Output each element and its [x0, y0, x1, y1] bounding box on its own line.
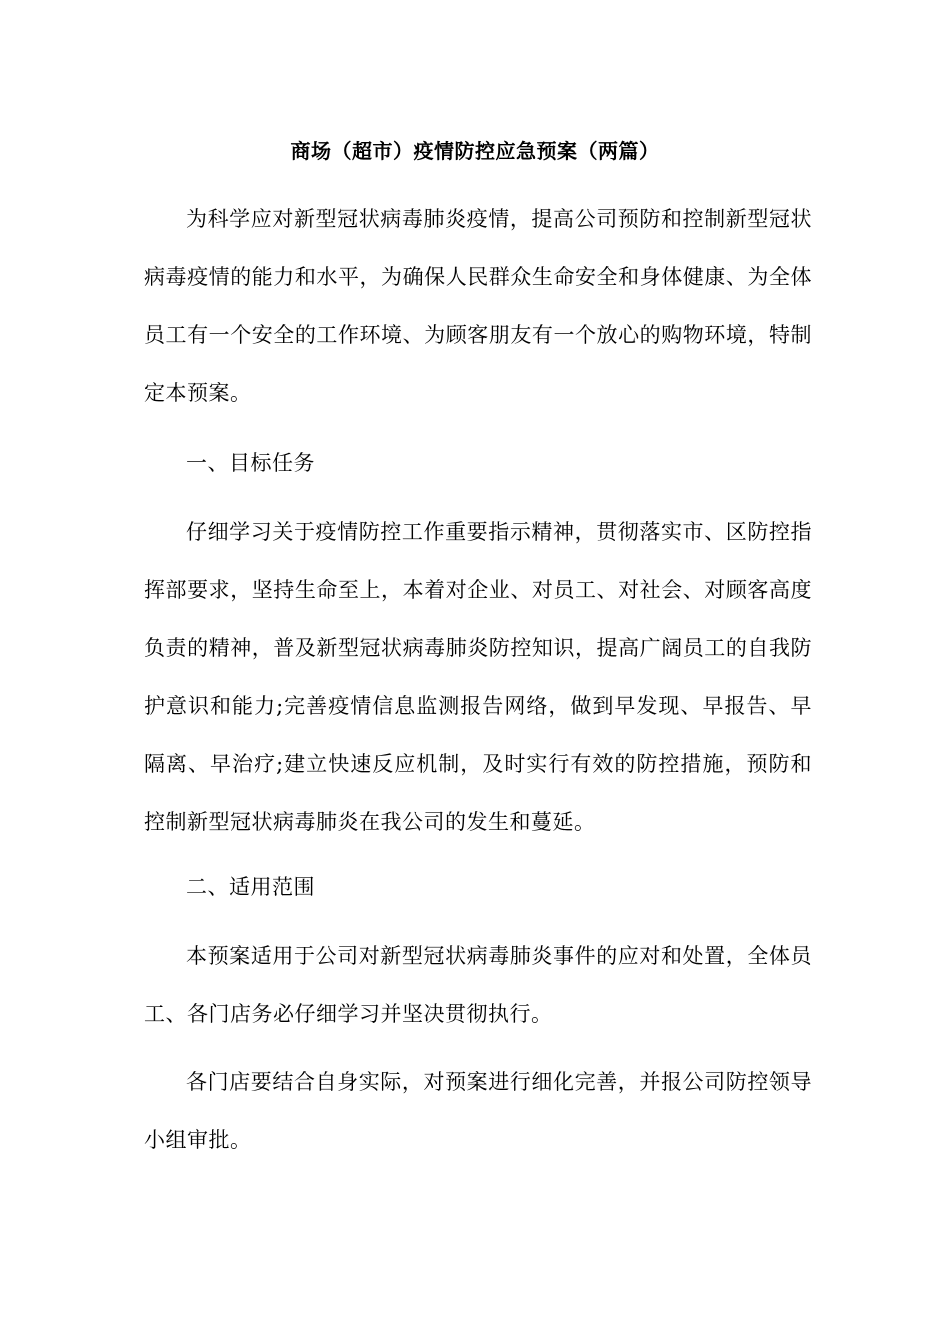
section1-heading: 一、目标任务	[186, 451, 315, 475]
section2-heading: 二、适用范围	[186, 875, 315, 899]
section2-paragraph-2: 各门店要结合自身实际，对预案进行细化完善，并报公司防控领导小组审批。	[144, 1070, 812, 1152]
document-title: 商场（超市）疫情防控应急预案（两篇）	[290, 139, 660, 163]
section1-paragraph: 仔细学习关于疫情防控工作重要指示精神，贯彻落实市、区防控指挥部要求，坚持生命至上，本着对企业、对员工、对社会、对顾客高度负责的精神，普及新型冠状病毒肺炎防控知识，提高广阔员工的自我防护意识和能力;完善疫情信息监测报告网络，做到早发现、早报告、早隔离、早治疗;建立快速反应机制，及时实行有效的防控措施，预防和控制新型冠状病毒肺炎在我公司的发生和蔓延。	[144, 520, 812, 834]
section2-paragraph-1: 本预案适用于公司对新型冠状病毒肺炎事件的应对和处置，全体员工、各门店务必仔细学习并坚决贯彻执行。	[144, 944, 812, 1026]
intro-paragraph: 为科学应对新型冠状病毒肺炎疫情，提高公司预防和控制新型冠状病毒疫情的能力和水平，为确保人民群众生命安全和身体健康、为全体员工有一个安全的工作环境、为顾客朋友有一个放心的购物环境，特制定本预案。	[144, 207, 812, 405]
